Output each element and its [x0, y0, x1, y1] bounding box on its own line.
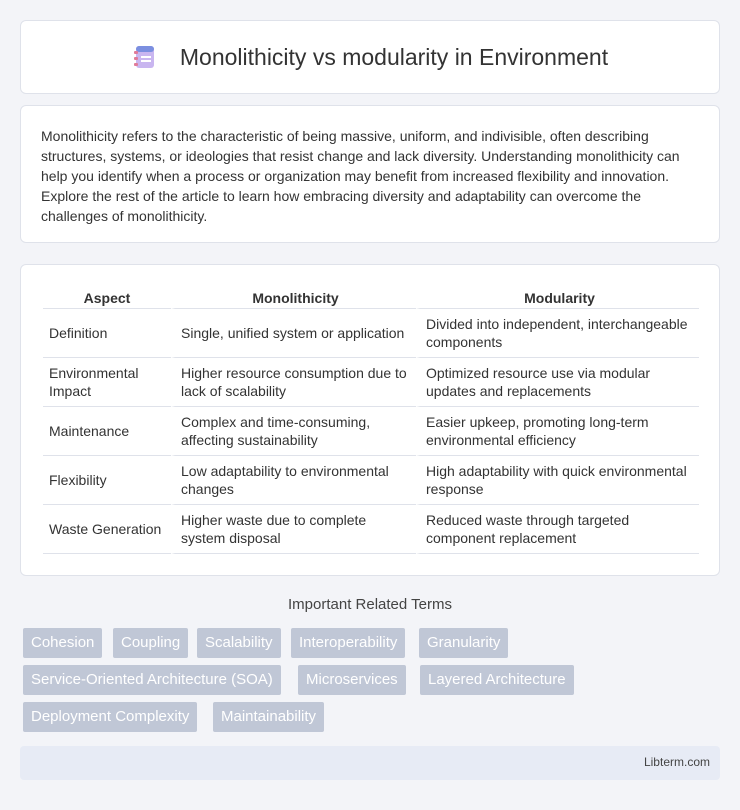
related-terms-title: Important Related Terms: [288, 596, 452, 613]
table-cell: Environmental Impact: [43, 358, 171, 407]
comparison-table-card: [20, 264, 720, 576]
table-row: [43, 505, 699, 554]
table-cell: Low adaptability to environmental changes: [171, 456, 416, 505]
table-cell: Complex and time-consuming, affecting sustainability: [171, 407, 416, 456]
table-cell: Divided into independent, interchangeable components: [416, 309, 699, 358]
footer: [20, 746, 720, 780]
tag-deployment-complexity[interactable]: Deployment Complexity: [23, 702, 197, 732]
table-cell: Definition: [43, 309, 171, 358]
tag-layered-architecture[interactable]: Layered Architecture: [420, 665, 574, 695]
table-row: [43, 358, 699, 407]
tag-coupling[interactable]: Coupling: [113, 628, 188, 658]
table-cell: High adaptability with quick environmental response: [416, 456, 699, 505]
table-row: [43, 309, 699, 358]
tag-granularity[interactable]: Granularity: [419, 628, 508, 658]
table-row: [43, 456, 699, 505]
tag-soa[interactable]: Service-Oriented Architecture (SOA): [23, 665, 281, 695]
table-cell: Higher resource consumption due to lack of scalability: [171, 358, 416, 407]
tag-cohesion[interactable]: Cohesion: [23, 628, 102, 658]
tag-microservices[interactable]: Microservices: [298, 665, 406, 695]
header-aspect: Aspect: [43, 285, 171, 309]
table-cell: Higher waste due to complete system disposal: [171, 505, 416, 554]
intro-card: [20, 105, 720, 243]
page-title: Monolithicity vs modularity in Environment: [179, 43, 609, 70]
table-cell: Flexibility: [43, 456, 171, 505]
table-cell: Maintenance: [43, 407, 171, 456]
tag-scalability[interactable]: Scalability: [197, 628, 281, 658]
table-cell: Waste Generation: [43, 505, 171, 554]
table-row: [43, 407, 699, 456]
table-cell: Reduced waste through targeted component replacement: [416, 505, 699, 554]
tag-maintainability[interactable]: Maintainability: [213, 702, 324, 732]
header-card: [20, 20, 720, 94]
document-icon: [132, 44, 158, 70]
comparison-table: [43, 285, 699, 554]
table-header-row: [43, 285, 699, 309]
table-cell: Single, unified system or application: [171, 309, 416, 358]
header-monolithicity: Monolithicity: [171, 285, 416, 309]
header-modularity: Modularity: [416, 285, 699, 309]
intro-text: Monolithicity refers to the characteristic of being massive, uniform, and indivisible, often describing structures, systems, or ideologies that resist change and lack diversity. Understanding monolithicity can help you identify when a process or organization may benefit from increased flexibility and innovation. Explore the rest of the article to learn how embracing diversity and adaptability can overcome the challenges of monolithicity.: [41, 128, 680, 224]
table-cell: Optimized resource use via modular updates and replacements: [416, 358, 699, 407]
table-cell: Easier upkeep, promoting long-term environmental efficiency: [416, 407, 699, 456]
tag-interoperability[interactable]: Interoperability: [291, 628, 405, 658]
footer-site-link[interactable]: Libterm.com: [643, 755, 710, 769]
